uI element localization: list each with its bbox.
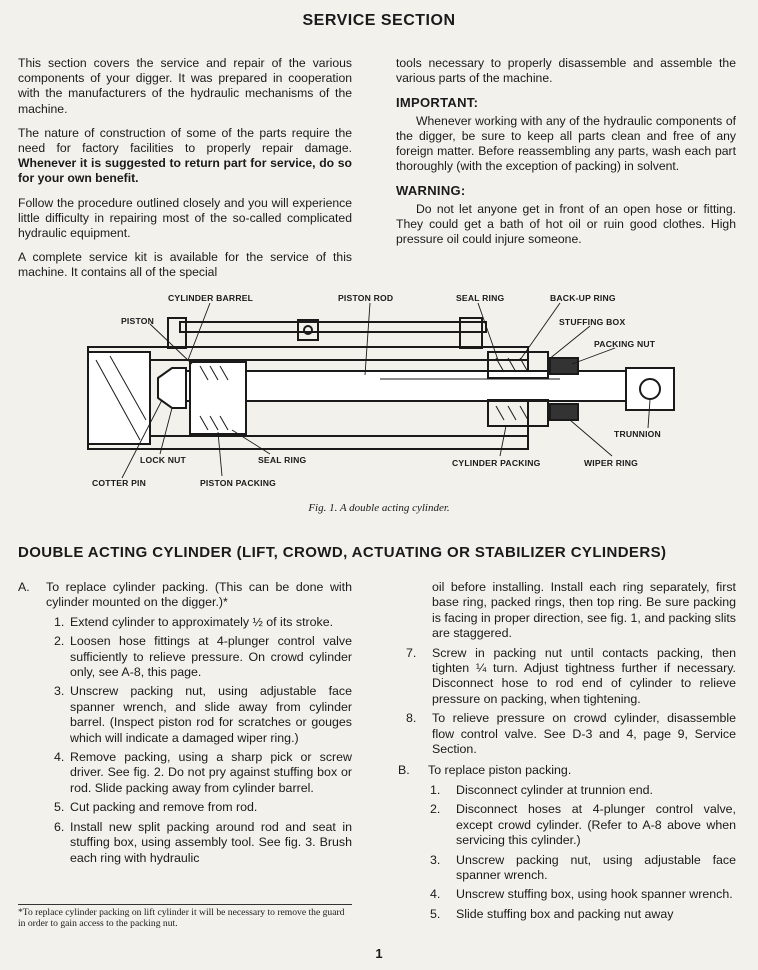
procedure-b xyxy=(398,763,736,778)
label-cylinder-barrel: CYLINDER BARREL xyxy=(168,293,254,303)
list-item xyxy=(18,800,352,815)
intro-paragraph-2-bold: Whenever it is suggested to return part for service, do so for your own benefit. xyxy=(18,156,352,186)
lock-nut-shape xyxy=(158,368,186,408)
warning-heading: WARNING: xyxy=(396,183,466,199)
label-trunnion: TRUNNION xyxy=(614,429,661,439)
list-item xyxy=(406,711,736,757)
stuffing-box-lower xyxy=(488,400,548,426)
step-number: 4. xyxy=(54,750,65,765)
procedure-a-text: To replace cylinder packing. (This can be done with cylinder mounted on the digger.)* xyxy=(46,580,352,610)
step-text: Install new split packing around rod and seat in stuffing box, using assembly tool. See fig. 3. Brush each ring with hydraulic xyxy=(70,819,352,865)
procedure-a-label: A. xyxy=(18,580,30,594)
list-item xyxy=(430,802,736,848)
label-packing-nut: PACKING NUT xyxy=(594,339,656,349)
page-number: 1 xyxy=(375,946,383,961)
step-text: Cut packing and remove from rod. xyxy=(70,800,258,815)
intro-paragraph-1: This section covers the service and repair of the various components of your digger. It was prepared in cooperation with the manufacturers of the hydraulic mechanisms of the machine. xyxy=(18,56,352,116)
step-text: Screw in packing nut until contacts packing, then tighten ¼ turn. Adjust tightness further if necessary. Disconnect hose to rod end of cylinder to relieve pressure on packing, when tightening. xyxy=(432,645,736,706)
list-item xyxy=(18,634,352,680)
intro-paragraph-2-text: The nature of construction of some of the parts require the need for factory facilities to properly repair damage. xyxy=(18,125,352,156)
step-number: 3. xyxy=(54,684,65,699)
list-item xyxy=(430,887,736,902)
label-seal-ring-top: SEAL RING xyxy=(456,293,505,303)
intro-paragraph-4-continued: tools necessary to properly disassemble and assemble the various parts of the machine. xyxy=(396,56,736,86)
step-text: To relieve pressure on crowd cylinder, disassemble flow control valve. See D-3 and 4, page 9, Service Section. xyxy=(432,711,736,757)
step-number: 5. xyxy=(430,906,441,921)
end-cap xyxy=(88,352,150,444)
step-text: Loosen hose fittings at 4-plunger control valve sufficiently to relieve pressure. On crowd cylinder only, see A-8, this page. xyxy=(70,634,352,680)
packing-nut-lower xyxy=(550,404,578,420)
step-number: 5. xyxy=(54,800,65,815)
list-item xyxy=(18,750,352,796)
label-lock-nut: LOCK NUT xyxy=(140,455,186,465)
step-number: 2. xyxy=(54,634,65,649)
piston-shape xyxy=(190,362,246,434)
step-number: 1. xyxy=(54,614,65,629)
procedure-b-label: B. xyxy=(398,763,410,778)
step-number: 3. xyxy=(430,852,441,867)
step-text: Slide stuffing box and packing nut away xyxy=(456,906,674,921)
step-number: 6. xyxy=(54,819,65,834)
footnote: *To replace cylinder packing on lift cylinder it will be necessary to remove the guard in order to gain access to the packing nut. xyxy=(18,904,352,930)
step-text: Remove packing, using a sharp pick or screw driver. See fig. 2. Do not pry against stuffing box or rod. Slide packing away from cylinder barrel. xyxy=(70,750,352,795)
important-text: Whenever working with any of the hydraulic components of the digger, be sure to keep all parts clean and free of any foreign matter. Before reassembling any parts, wash each part thoroughly (with the exception of packing) in solvent. xyxy=(396,113,736,174)
list-item xyxy=(406,646,736,708)
label-piston-packing: PISTON PACKING xyxy=(200,478,277,488)
packing-nut-upper xyxy=(550,358,578,374)
step-text: Disconnect cylinder at trunnion end. xyxy=(456,782,653,797)
list-item xyxy=(18,615,352,630)
list-item xyxy=(18,820,352,866)
label-seal-ring-bottom: SEAL RING xyxy=(258,455,307,465)
intro-paragraph-3: Follow the procedure outlined closely and you will experience little difficulty in repairing most of the so-called complicated hydraulic equipment. xyxy=(18,195,352,241)
list-item xyxy=(430,783,736,798)
section-heading: DOUBLE ACTING CYLINDER (LIFT, CROWD, ACTUATING OR STABILIZER CYLINDERS) xyxy=(18,544,667,561)
intro-paragraph-4: A complete service kit is available for the service of this machine. It contains all of the special xyxy=(18,250,352,280)
section2-right-column xyxy=(398,580,736,926)
procedure-a xyxy=(18,580,352,611)
list-item xyxy=(430,853,736,884)
label-backup-ring: BACK-UP RING xyxy=(550,293,616,303)
label-cotter-pin: COTTER PIN xyxy=(92,478,147,488)
step-number: 7. xyxy=(406,645,417,660)
figure-caption: Fig. 1. A double acting cylinder. xyxy=(308,502,450,514)
list-item xyxy=(18,684,352,746)
label-piston: PISTON xyxy=(121,316,155,326)
important-heading: IMPORTANT: xyxy=(396,95,479,111)
label-stuffing-box: STUFFING BOX xyxy=(559,317,626,327)
step-text: Extend cylinder to approximately ½ of its stroke. xyxy=(70,614,334,629)
section2-left-column xyxy=(18,580,352,870)
step-number: 8. xyxy=(406,711,417,726)
label-wiper-ring: WIPER RING xyxy=(584,458,639,468)
step-number: 2. xyxy=(430,802,441,817)
procedure-b-text: To replace piston packing. xyxy=(428,763,572,778)
page-title: SERVICE SECTION xyxy=(302,12,456,29)
step-number: 1. xyxy=(430,782,441,797)
step-text: Unscrew stuffing box, using hook spanner wrench. xyxy=(456,887,733,902)
step-6-continued: oil before installing. Install each ring separately, first base ring, packed rings, then top ring. Be sure packing is facing in proper direction, see fig. 1, and packing slits are staggered. xyxy=(432,580,736,641)
step-text: Disconnect hoses at 4-plunger control valve, except crowd cylinder. (Refer to A-8 above when servicing this cylinder.) xyxy=(456,802,736,848)
label-piston-rod: PISTON ROD xyxy=(338,293,394,303)
step-text: Unscrew packing nut, using adjustable face spanner wrench, and slide away from cylinder barrel. (Inspect piston rod for scratches or gouges which will indicate a damaged wiper ring.) xyxy=(70,684,352,745)
hose-tube xyxy=(180,322,486,332)
label-cylinder-packing: CYLINDER PACKING xyxy=(452,458,541,468)
step-number: 4. xyxy=(430,887,441,902)
list-item xyxy=(430,907,736,922)
step-text: Unscrew packing nut, using adjustable face spanner wrench. xyxy=(456,852,736,882)
warning-text: Do not let anyone get in front of an open hose or fitting. They could get a bath of hot oil or ruin good clothes. High pressure oil could injure someone. xyxy=(396,201,736,247)
